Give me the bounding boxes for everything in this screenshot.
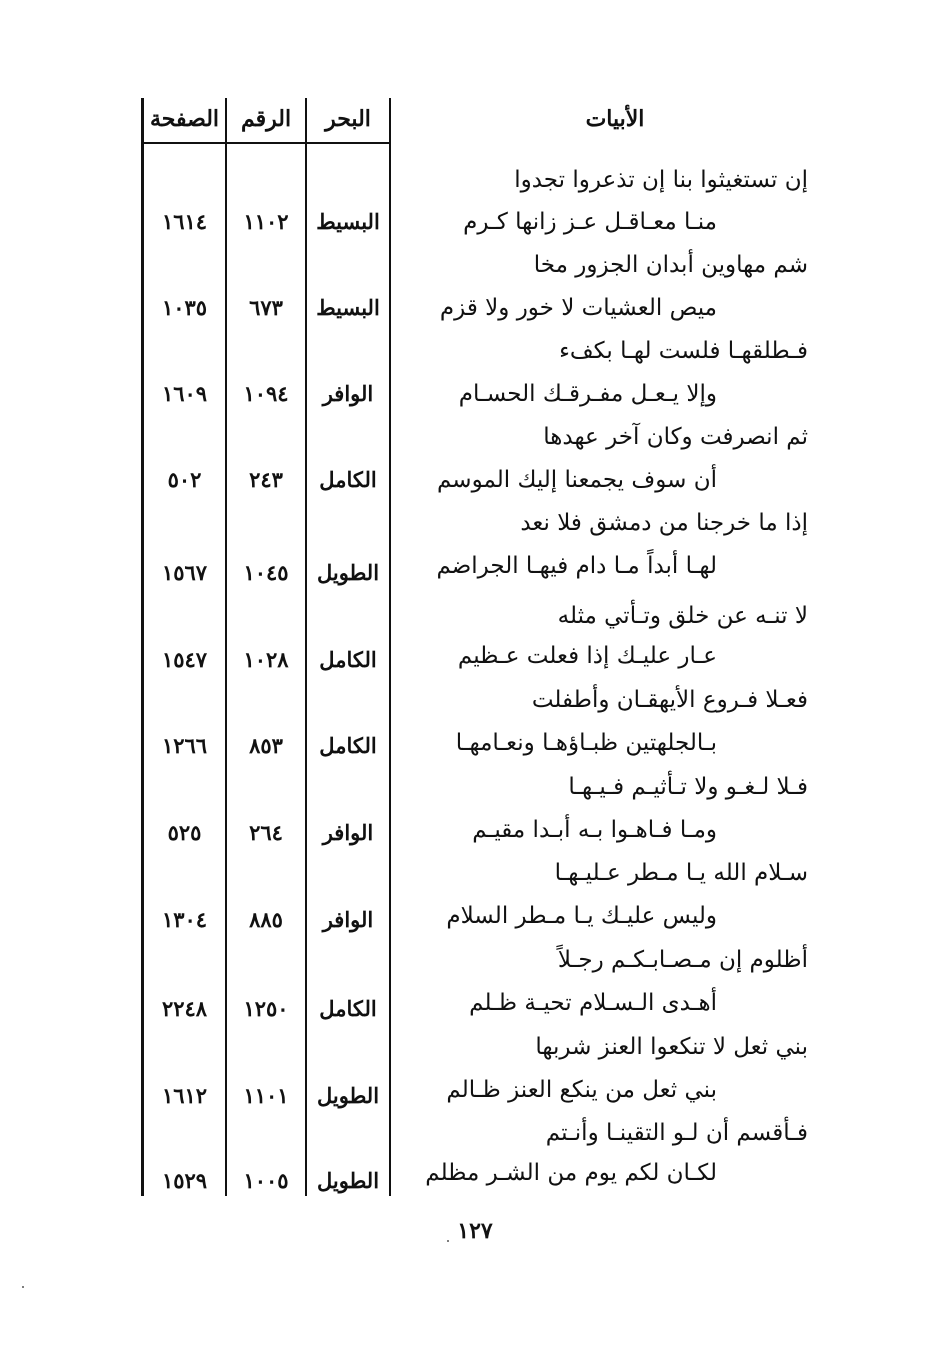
page-cell: ١٦١٢	[161, 1083, 208, 1108]
meter-cell: الكامل	[319, 733, 377, 758]
meter-cell: الوافر	[322, 907, 374, 932]
verse-line-first: إن تستغيثوا بنا إن تذعروا تجدوا	[514, 167, 808, 193]
header-meter: البحر	[325, 106, 371, 132]
meter-cell: الوافر	[322, 820, 374, 845]
page-cell: ١٣٠٤	[161, 907, 208, 932]
meter-cell: الطويل	[316, 1083, 380, 1108]
page-cell: ١٥٤٧	[161, 647, 208, 672]
verse-line-first: أظلوم إن مـصـابـكـم رجـلاً	[557, 947, 808, 973]
page-cell: ١٦١٤	[161, 209, 208, 234]
scan-speck	[22, 1286, 24, 1288]
header-verses: الأبيات	[585, 106, 645, 132]
verse-line-second: ميص العشيات لا خور ولا قزم	[439, 295, 717, 321]
verse-line-first: ثم انصرفت وكان آخر عهدها	[543, 424, 808, 450]
meter-cell: الطويل	[316, 560, 380, 585]
verse-line-second: أن سوف يجمعنا إليك الموسم	[437, 467, 717, 493]
verse-line-second: ومـا فـاهـوا بـه أبـدا مقيـم	[472, 817, 717, 843]
number-cell: ١٠٤٥	[243, 560, 289, 585]
verse-line-second: لكـان لكم يوم من الشـر مظلم	[425, 1160, 717, 1186]
header-page: الصفحة	[149, 106, 220, 132]
page-cell: ١٢٦٦	[161, 733, 208, 758]
page-cell: ١٦٠٩	[161, 381, 208, 406]
meter-cell: الكامل	[319, 647, 377, 672]
verse-line-first: سـلام الله يـا مـطر عـليـهـا	[554, 860, 808, 886]
header-number: الرقم	[240, 106, 292, 132]
meter-cell: الكامل	[319, 996, 377, 1021]
verse-line-second: لهـا أبداً مـا دام فيهـا الجراضم	[436, 553, 717, 579]
page-number: ١٢٧	[457, 1218, 493, 1244]
meter-cell: الكامل	[319, 467, 377, 492]
verse-line-second: وليس عليـك يـا مـطر السلام	[446, 903, 717, 929]
number-cell: ١٢٥٠	[243, 996, 289, 1021]
verse-line-second: بـالجلهتين ظبـاؤهـا ونعـامهـا	[455, 730, 717, 756]
header-underline	[143, 142, 390, 144]
verse-line-first: فـطلقهـا فلست لهـا بكفء	[559, 338, 808, 364]
page-cell: ٢٢٤٨	[161, 996, 208, 1021]
number-cell: ١١٠٢	[243, 209, 289, 234]
verse-line-second: بني ثعل من ينكع العنز ظـالم	[446, 1077, 717, 1103]
page-cell: ١٠٣٥	[161, 295, 208, 320]
number-cell: ١٠٢٨	[243, 647, 289, 672]
verse-line-first: إذا ما خرجنا من دمشق فلا نعد	[520, 510, 808, 536]
page-cell: ٥٢٥	[167, 820, 202, 845]
number-cell: ١١٠١	[243, 1083, 289, 1108]
number-cell: ١٠٠٥	[243, 1168, 289, 1193]
verse-line-first: شم مهاوين أبدان الجزور مخا	[533, 252, 808, 278]
number-cell: ٢٤٣	[249, 467, 283, 492]
verse-line-second: عـار عليـك إذا فعلت عـظيم	[457, 643, 717, 669]
verse-line-first: فـلا لـغـو ولا تـأثيـم فـيـهـا	[568, 774, 808, 800]
meter-cell: البسيط	[316, 295, 380, 320]
number-cell: ٦٧٣	[249, 295, 283, 320]
verse-line-first: فـأقسم أن لـو التقينـا وأنـتم	[545, 1120, 808, 1146]
verse-line-first: فعـلا فـروع الأيهقـان وأطفلت	[531, 687, 808, 713]
verse-line-first: لا تنـه عن خلق وتـأتي مثله	[557, 603, 808, 629]
number-cell: ١٠٩٤	[243, 381, 289, 406]
verse-line-second: منـا معـاقـل عـز زانها كـرم	[463, 209, 717, 235]
page-cell: ١٥٢٩	[161, 1168, 208, 1193]
number-cell: ٢٦٤	[249, 820, 283, 845]
number-cell: ٨٥٣	[249, 733, 283, 758]
meter-cell: الوافر	[322, 381, 374, 406]
meter-cell: الطويل	[316, 1168, 380, 1193]
verse-line-first: بني ثعل لا تنكعوا العنز شربها	[535, 1034, 808, 1060]
scan-speck	[447, 1240, 449, 1242]
page-cell: ٥٠٢	[167, 467, 202, 492]
verse-line-second: وإلا يـعـل مفـرقـك الحسـام	[458, 381, 717, 407]
page-cell: ١٥٦٧	[161, 560, 208, 585]
number-cell: ٨٨٥	[249, 907, 283, 932]
meter-cell: البسيط	[316, 209, 380, 234]
verse-line-second: أهـدى الـسـلام تحيـة ظـلم	[469, 990, 717, 1016]
